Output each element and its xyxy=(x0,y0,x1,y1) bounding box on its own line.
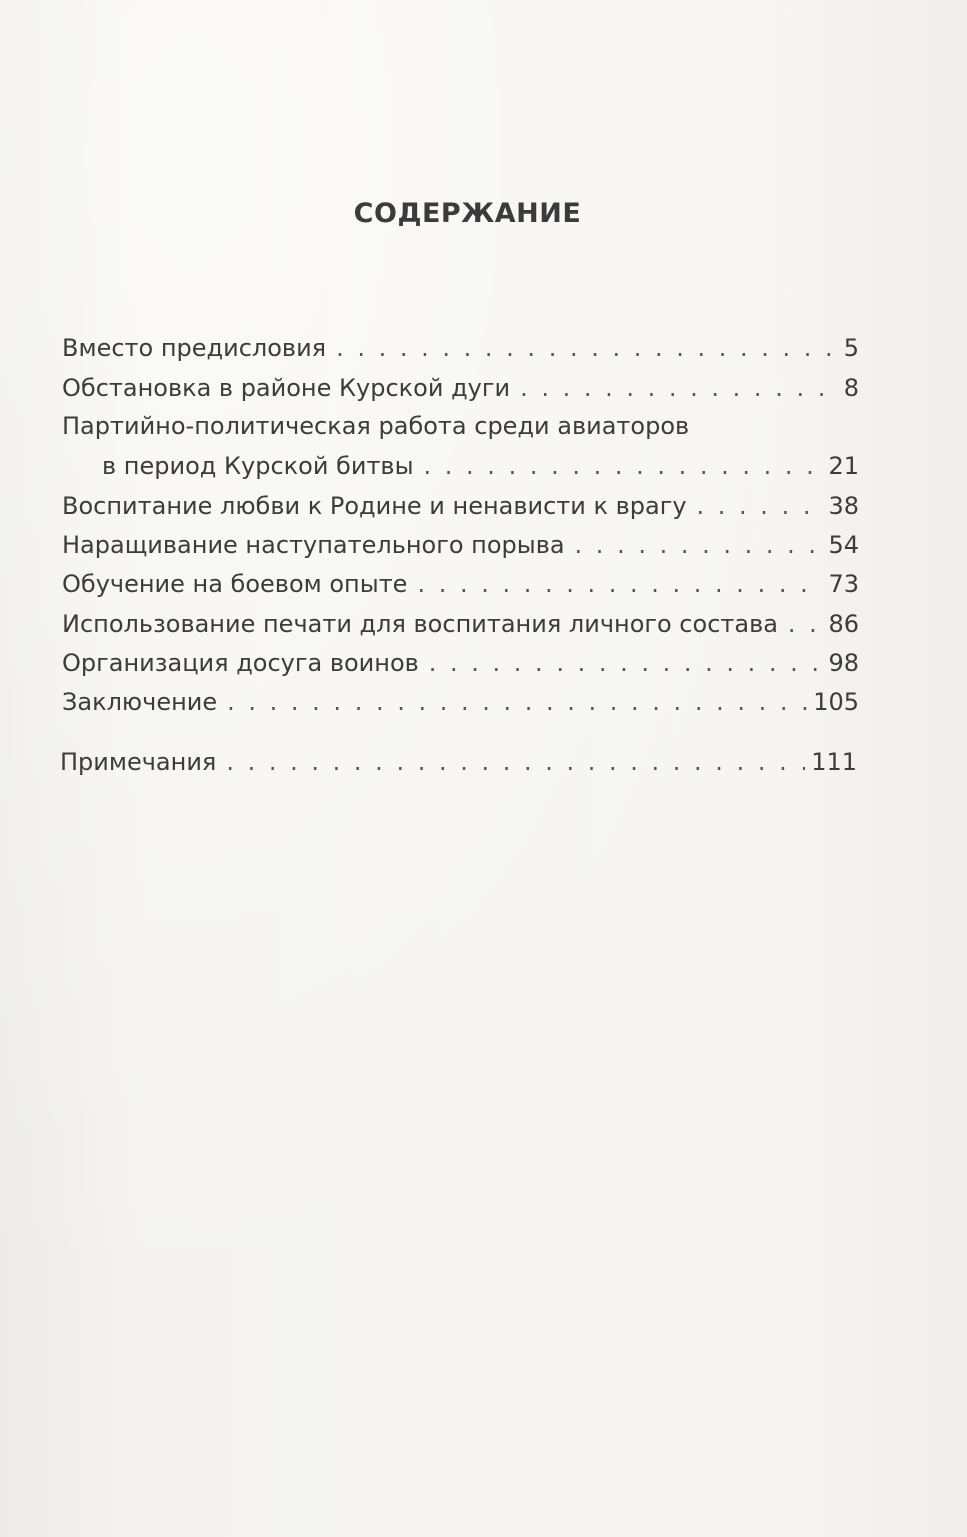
toc-entry-title: Партийно-политическая работа среди авиаторов xyxy=(62,412,690,440)
toc-entry-page: 86 xyxy=(828,610,859,638)
toc-entry-title-continued: в период Курской битвы xyxy=(102,452,414,480)
page-title: СОДЕРЖАНИЕ xyxy=(353,198,582,229)
toc-entry-title: Использование печати для воспитания личного состава xyxy=(62,610,778,638)
toc-entry xyxy=(62,564,859,604)
dot-leader xyxy=(520,368,838,408)
toc-entry-title: Обстановка в районе Курской дуги xyxy=(62,374,511,402)
dot-leader xyxy=(226,742,805,782)
toc-entry xyxy=(62,328,859,368)
toc-entry xyxy=(60,742,857,782)
toc-entry-page: 54 xyxy=(828,531,859,559)
toc-entry xyxy=(62,643,859,683)
toc-entry-title: Вместо предисловия xyxy=(62,334,327,362)
toc-entry-title: Наращивание наступательного порыва xyxy=(62,531,565,559)
toc-entry xyxy=(62,368,859,408)
toc-entry-page: 5 xyxy=(843,334,859,362)
dot-leader xyxy=(575,525,823,565)
toc-entry xyxy=(62,525,859,565)
toc-entry-title: Организация досуга воинов xyxy=(62,649,419,677)
toc-entry xyxy=(62,682,859,722)
dot-leader xyxy=(429,643,823,683)
toc-entry xyxy=(62,446,859,486)
toc-entry-page: 105 xyxy=(813,688,859,716)
toc-entry-page: 21 xyxy=(828,452,859,480)
toc-entry xyxy=(62,604,859,644)
toc-entry xyxy=(62,486,859,526)
toc-entry-page: 98 xyxy=(828,649,859,677)
dot-leader xyxy=(424,446,823,486)
dot-leader xyxy=(227,682,807,722)
toc-entry-title: Заключение xyxy=(62,688,218,716)
toc-entry-title: Примечания xyxy=(60,748,217,776)
toc-entry-page: 8 xyxy=(843,374,859,402)
toc-entry-page: 111 xyxy=(811,748,857,776)
toc-entry-line1 xyxy=(62,406,859,446)
dot-leader xyxy=(697,486,823,526)
dot-leader xyxy=(788,604,823,644)
toc-entry-page: 38 xyxy=(828,492,859,520)
dot-leader xyxy=(336,328,838,368)
toc-entry-page: 73 xyxy=(828,570,859,598)
toc-entry-title: Обучение на боевом опыте xyxy=(62,570,408,598)
dot-leader xyxy=(417,564,822,604)
toc-entry-title: Воспитание любви к Родине и ненависти к врагу xyxy=(62,492,687,520)
